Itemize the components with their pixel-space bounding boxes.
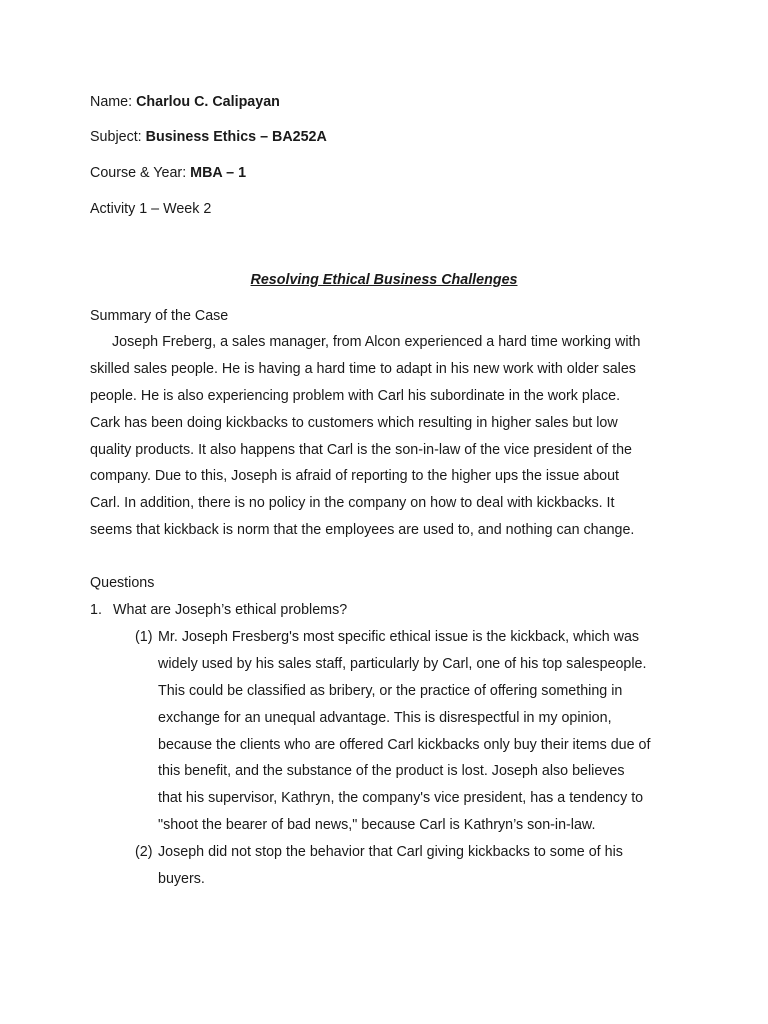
answer-line: buyers. (158, 871, 205, 887)
answer-line: because the clients who are offered Carl kickbacks only buy their items due of (158, 737, 651, 753)
activity-line: Activity 1 – Week 2 (90, 201, 212, 217)
subject-line (90, 127, 327, 147)
answer-line: this benefit, and the substance of the product is lost. Joseph also believes (158, 763, 625, 779)
course-value: MBA – 1 (190, 165, 247, 181)
summary-line: company. Due to this, Joseph is afraid of reporting to the higher ups the issue about (90, 468, 620, 484)
summary-line: Joseph Freberg, a sales manager, from Alcon experienced a hard time working with (112, 334, 641, 350)
name-label: Name: (90, 94, 133, 110)
summary-line: Cark has been doing kickbacks to customers which resulting in higher sales but low (90, 415, 618, 431)
summary-line: skilled sales people. He is having a hard time to adapt in his new work with older sales (90, 361, 636, 377)
answer-line: exchange for an unequal advantage. This is disrespectful in my opinion, (158, 710, 612, 726)
answer-number: (2) (135, 844, 153, 860)
answer-line: that his supervisor, Kathryn, the company's vice president, has a tendency to (158, 790, 644, 806)
answer-line: Joseph did not stop the behavior that Carl giving kickbacks to some of his (158, 844, 623, 860)
subject-value: Business Ethics – BA252A (145, 129, 327, 145)
course-line (90, 163, 246, 183)
question-number: 1. (90, 602, 102, 618)
answer-line: Mr. Joseph Fresberg's most specific ethical issue is the kickback, which was (158, 629, 640, 645)
answer-line: This could be classified as bribery, or the practice of offering something in (158, 683, 623, 699)
name-line (90, 92, 280, 112)
student-name: Charlou C. Calipayan (136, 94, 280, 110)
summary-line: Carl. In addition, there is no policy in the company on how to deal with kickbacks. It (90, 495, 615, 511)
summary-heading: Summary of the Case (90, 308, 229, 324)
questions-heading: Questions (90, 575, 155, 591)
answer-line: "shoot the bearer of bad news," because Carl is Kathryn’s son-in-law. (158, 817, 596, 833)
summary-line: quality products. It also happens that Carl is the son-in-law of the vice president of the (90, 442, 632, 458)
document-title: Resolving Ethical Business Challenges (250, 272, 518, 288)
summary-line: seems that kickback is norm that the employees are used to, and nothing can change. (90, 522, 635, 538)
question-text: What are Joseph’s ethical problems? (113, 602, 348, 618)
course-label: Course & Year: (90, 165, 187, 181)
summary-line: people. He is also experiencing problem with Carl his subordinate in the work place. (90, 388, 621, 404)
answer-line: widely used by his sales staff, particularly by Carl, one of his top salespeople. (158, 656, 647, 672)
subject-label: Subject: (90, 129, 142, 145)
answer-number: (1) (135, 629, 153, 645)
